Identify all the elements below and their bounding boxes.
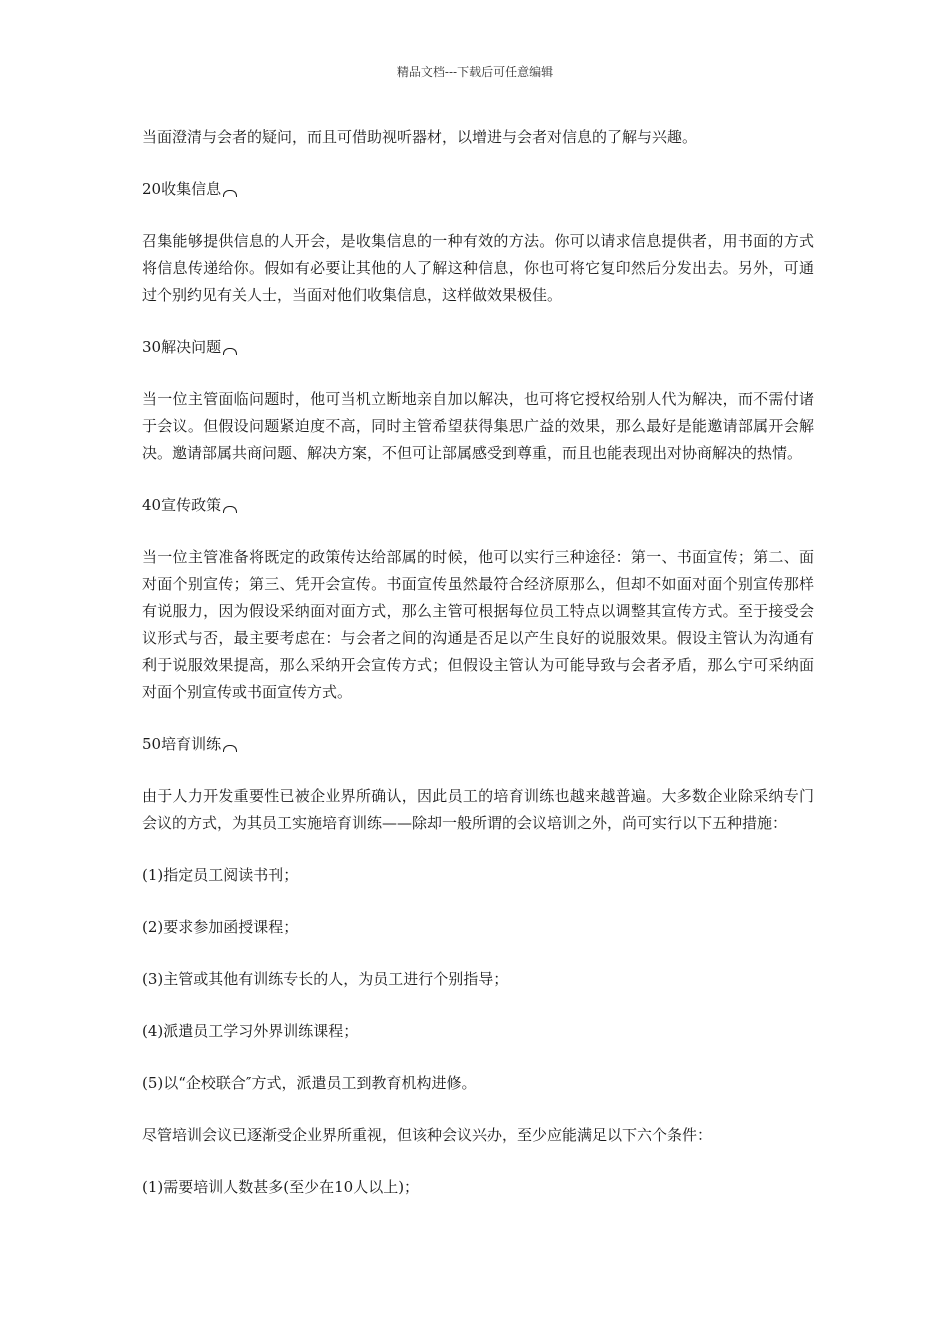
section-heading-text: 20收集信息 xyxy=(142,180,222,198)
section-heading-text: 30解决问题 xyxy=(142,338,222,356)
heading-mark-icon xyxy=(223,745,237,752)
heading-mark-icon xyxy=(223,506,237,513)
paragraph: 当一位主管面临问题时，他可当机立断地亲自加以解决，也可将它授权给别人代为解决，而不需付诸于会议。但假设问题紧迫度不高，同时主管希望获得集思广益的效果，那么最好是能邀请部属开会解决。邀请部属共商问题、解决方案，不但可让部属感受到尊重，而且也能表现出对协商解决的热情。 xyxy=(142,390,814,462)
paragraph: 当一位主管准备将既定的政策传达给部属的时候，他可以实行三种途径：第一、书面宣传；第二、面对面个别宣传；第三、凭开会宣传。书面宣传虽然最符合经济原那么，但却不如面对面个别宣传那样有说服力，因为假设采纳面对面方式，那么主管可根据每位员工特点以调整其宣传方式。至于接受会议形式与否，最主要考虑在：与会者之间的沟通是否足以产生良好的说服效果。假设主管认为沟通有利于说服效果提高，那么采纳开会宣传方式；但假设主管认为可能导致与会者矛盾，那么宁可采纳面对面个别宣传或书面宣传方式。 xyxy=(142,548,814,701)
list-item: (1)需要培训人数甚多(至少在10人以上)； xyxy=(142,1178,420,1196)
heading-mark-icon xyxy=(223,190,237,197)
list-item: (5)以“企校联合″方式，派遣员工到教育机构进修。 xyxy=(142,1074,477,1092)
page-header: 精品文档---下载后可任意编辑 xyxy=(396,65,554,79)
section-heading xyxy=(142,334,814,361)
paragraph: 召集能够提供信息的人开会，是收集信息的一种有效的方法。你可以请求信息提供者，用书面的方式将信息传递给你。假如有必要让其他的人了解这种信息，你也可将它复印然后分发出去。另外，可通过个别约见有关人士，当面对他们收集信息，这样做效果极佳。 xyxy=(142,232,814,304)
section-heading xyxy=(142,176,814,203)
section-heading-text: 50培育训练 xyxy=(142,735,222,753)
list-item: (4)派遣员工学习外界训练课程； xyxy=(142,1022,359,1040)
document-body xyxy=(142,124,814,1201)
section-heading xyxy=(142,731,814,758)
heading-mark-icon xyxy=(223,348,237,355)
section-heading xyxy=(142,492,814,519)
list-item: (3)主管或其他有训练专长的人，为员工进行个别指导； xyxy=(142,970,509,988)
list-item: (1)指定员工阅读书刊； xyxy=(142,866,299,884)
paragraph: 由于人力开发重要性已被企业界所确认，因此员工的培育训练也越来越普遍。大多数企业除采纳专门会议的方式，为其员工实施培育训练——除却一般所谓的会议培训之外，尚可实行以下五种措施： xyxy=(142,787,814,832)
list-item: (2)要求参加函授课程； xyxy=(142,918,299,936)
paragraph: 尽管培训会议已逐渐受企业界所重视，但该种会议兴办，至少应能满足以下六个条件： xyxy=(142,1126,713,1144)
section-heading-text: 40宣传政策 xyxy=(142,496,222,514)
paragraph: 当面澄清与会者的疑问，而且可借助视听器材，以增进与会者对信息的了解与兴趣。 xyxy=(142,128,698,146)
